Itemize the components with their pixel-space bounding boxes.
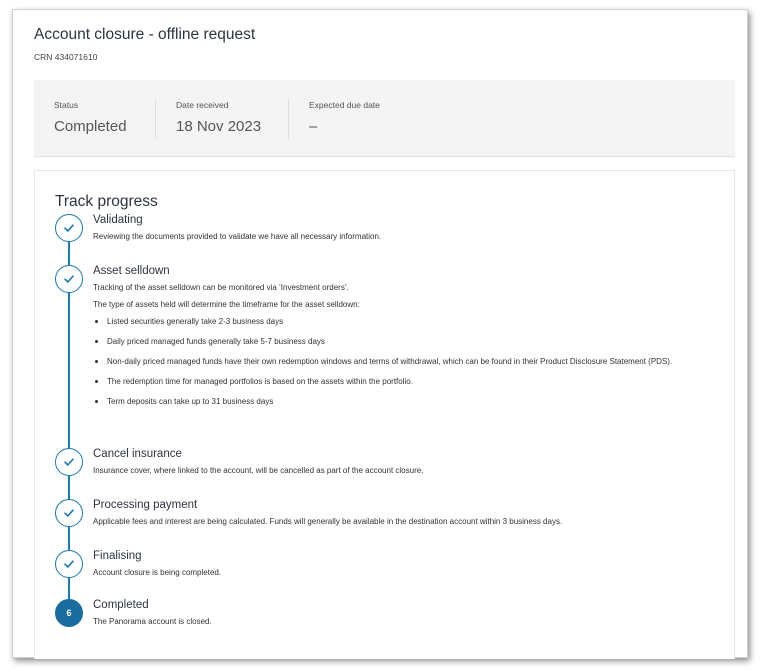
step-complete-indicator	[55, 214, 83, 242]
expected-due-date-label: Expected due date	[309, 100, 380, 110]
step-title: Completed	[93, 599, 149, 611]
step-complete-indicator	[55, 265, 83, 293]
status-label: Status	[54, 100, 79, 110]
list-item: The redemption time for managed portfolios is based on the assets within the portfolio.	[93, 376, 723, 387]
step-complete-indicator	[55, 499, 83, 527]
check-icon	[63, 456, 75, 468]
account-closure-card	[12, 9, 748, 658]
status-summary	[54, 100, 127, 135]
list-item: Listed securities generally take 2-3 business days	[93, 316, 723, 327]
step-detail: The type of assets held will determine the timeframe for the asset selldown:	[93, 300, 360, 309]
list-item: Non-daily priced managed funds have their own redemption windows and terms of withdrawal, which can be found in their Product Disclosure Statement (PDS).	[93, 356, 723, 367]
list-item: Term deposits can take up to 31 business days	[93, 396, 723, 407]
summary-divider	[155, 99, 156, 139]
step-title: Finalising	[93, 550, 142, 562]
step-description: Applicable fees and interest are being calculated. Funds will generally be available in the destination account within 3 business days.	[93, 517, 563, 526]
page-title: Account closure - offline request	[34, 26, 256, 43]
step-title: Processing payment	[93, 499, 198, 511]
check-icon	[63, 273, 75, 285]
step-description: Insurance cover, where linked to the account, will be cancelled as part of the account closure.	[93, 466, 424, 475]
date-received-value: 18 Nov 2023	[176, 118, 262, 135]
step-description: Reviewing the documents provided to validate we have all necessary information.	[93, 232, 382, 241]
status-value: Completed	[54, 118, 127, 135]
date-received-label: Date received	[176, 100, 229, 110]
date-received-summary	[176, 100, 261, 135]
step-title: Validating	[93, 214, 143, 226]
check-icon	[63, 507, 75, 519]
track-progress-title: Track progress	[55, 193, 158, 210]
step-title: Cancel insurance	[93, 448, 182, 460]
step-title: Asset selldown	[93, 265, 170, 277]
step-complete-indicator	[55, 550, 83, 578]
check-icon	[63, 222, 75, 234]
list-item: Daily priced managed funds generally take 5-7 business days	[93, 336, 723, 347]
step-description: The Panorama account is closed.	[93, 617, 212, 626]
step-description: Account closure is being completed.	[93, 568, 222, 577]
step-current-indicator	[55, 599, 83, 627]
step-number: 6	[66, 608, 72, 618]
selldown-timeframes-list	[93, 316, 723, 416]
track-progress-panel	[34, 170, 735, 659]
expected-due-date-value: –	[309, 118, 318, 135]
crn-number: CRN 434071610	[34, 52, 98, 62]
step-description: Tracking of the asset selldown can be monitored via ‘Investment orders’.	[93, 283, 349, 292]
check-icon	[63, 558, 75, 570]
step-complete-indicator	[55, 448, 83, 476]
request-summary	[34, 80, 735, 157]
expected-due-date-summary	[309, 100, 380, 135]
summary-divider	[288, 99, 289, 139]
